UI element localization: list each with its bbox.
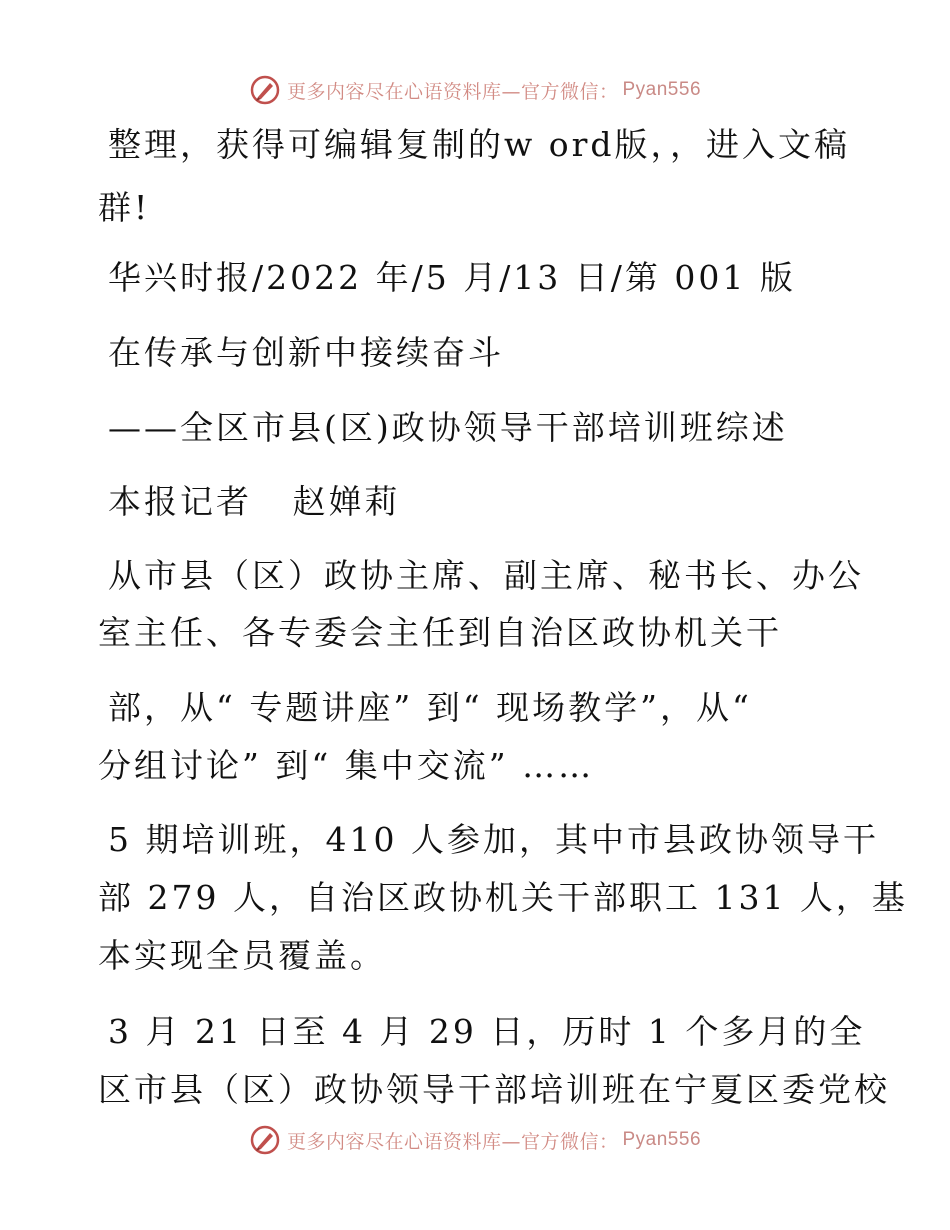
watermark-text: 更多内容尽在心语资料库—官方微信：	[286, 1130, 619, 1153]
doc-line-5: ——全区市县(区)政协领导干部培训班综述	[108, 408, 788, 447]
watermark-wechat-id: Pyan556	[622, 79, 702, 100]
doc-line-15: 区市县（区）政协领导干部培训班在宁夏区委党校	[98, 1070, 890, 1109]
pen-logo-icon	[249, 1124, 281, 1156]
doc-line-1: 整理，获得可编辑复制的w ord版，，进入文稿	[108, 125, 851, 164]
doc-line-3: 华兴时报/2022 年/5 月/13 日/第 001 版	[108, 258, 796, 297]
doc-line-14: 3 月 21 日至 4 月 29 日，历时 1 个多月的全	[108, 1012, 866, 1051]
doc-line-7: 从市县（区）政协主席、副主席、秘书长、办公	[108, 556, 864, 595]
footer-watermark	[0, 1120, 950, 1160]
doc-line-2: 群!	[98, 188, 151, 227]
doc-line-12: 部 279 人，自治区政协机关干部职工 131 人，基	[98, 878, 908, 917]
header-watermark	[0, 70, 950, 110]
watermark-text: 更多内容尽在心语资料库—官方微信：	[286, 80, 619, 103]
doc-line-9: 部，从“ 专题讲座” 到“ 现场教学”，从“	[108, 688, 752, 727]
doc-line-8: 室主任、各专委会主任到自治区政协机关干	[98, 613, 782, 652]
doc-line-10: 分组讨论” 到“ 集中交流” ……	[98, 746, 595, 785]
doc-line-11: 5 期培训班，410 人参加，其中市县政协领导干	[108, 820, 879, 859]
doc-line-13: 本实现全员覆盖。	[98, 936, 386, 975]
pen-logo-icon	[249, 74, 281, 106]
doc-line-4: 在传承与创新中接续奋斗	[108, 333, 504, 372]
watermark-wechat-id: Pyan556	[622, 1129, 702, 1150]
doc-line-6: 本报记者 赵婵莉	[108, 482, 401, 521]
